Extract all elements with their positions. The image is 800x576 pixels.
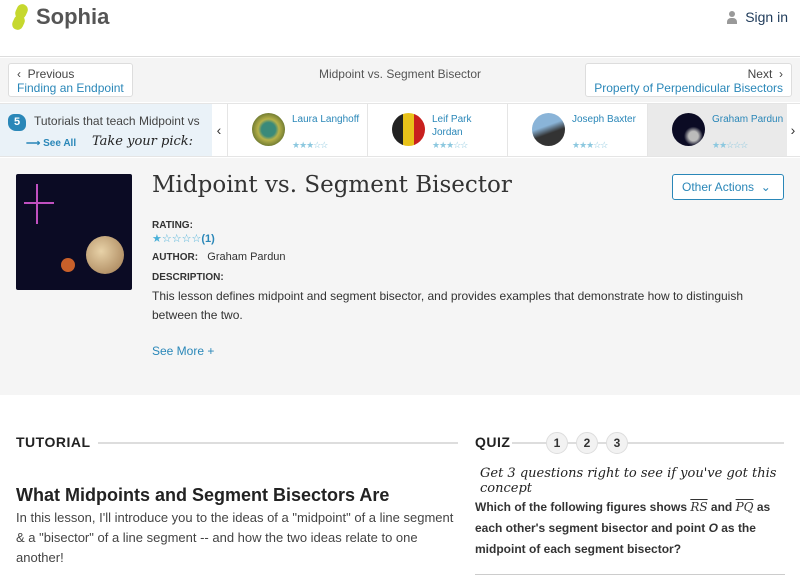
tutorial-carousel (0, 103, 800, 157)
star-rating: ★★★☆☆ (432, 140, 468, 150)
see-more-link[interactable]: See More + (152, 344, 215, 358)
author-avatar (672, 113, 705, 146)
header (0, 0, 800, 57)
author-avatar (532, 113, 565, 146)
author-name: Graham Pardun (207, 251, 286, 263)
carousel-intro-text: Tutorials that teach Midpoint vs (34, 114, 200, 128)
carousel-next-button[interactable]: › (790, 122, 796, 138)
description-label: DESCRIPTION: (152, 272, 224, 283)
lesson-summary (0, 158, 800, 395)
rating-count: (1) (201, 233, 215, 245)
sign-in-label: Sign in (745, 9, 788, 25)
segment-pq: $\overline{PQ}$ (735, 500, 754, 514)
segment-rs: $\overline{RS}$ (690, 500, 708, 514)
previous-label: Previous (27, 67, 75, 81)
logo-text: Sophia (36, 4, 110, 29)
arrow-right-icon: ⟶ (26, 138, 44, 149)
sign-in-link[interactable] (727, 9, 788, 25)
lesson-navigation (0, 58, 800, 102)
chevron-down-icon: ⌄ (754, 180, 771, 194)
user-icon (727, 11, 737, 24)
take-your-pick-text: Take your pick: (92, 134, 194, 149)
author-label: AUTHOR: (152, 252, 199, 263)
other-actions-dropdown[interactable] (672, 174, 784, 200)
chevron-left-icon: ‹ (17, 67, 28, 81)
lesson-rating[interactable] (152, 232, 215, 245)
author-avatar (252, 113, 285, 146)
author-name: Leif Park Jordan (432, 114, 472, 138)
carousel-prev-button[interactable]: ‹ (216, 122, 222, 138)
quiz-step-2[interactable]: 2 (576, 432, 598, 454)
lesson-description: This lesson defines midpoint and segment bisector, and provides examples that demonstrate how to distinguish between the two. (152, 289, 743, 322)
previous-button[interactable] (8, 63, 133, 97)
tutorial-heading: TUTORIAL (16, 434, 91, 450)
quiz-heading: QUIZ (475, 434, 511, 450)
star-rating: ★☆☆☆☆ (152, 233, 202, 245)
chevron-right-icon: › (772, 67, 783, 81)
next-title: Property of Perpendicular Bisectors (594, 81, 783, 95)
see-all-label: See All (43, 138, 77, 149)
author-avatar (392, 113, 425, 146)
next-label: Next (747, 67, 773, 81)
quiz-question: Which of the following figures shows $\overline{RS}$ and $\overline{PQ}$ as each other's segment bisector and point O as the midpoint of each segment bisector? (475, 500, 771, 556)
divider (475, 574, 785, 575)
carousel-intro (0, 104, 212, 156)
sophia-logo[interactable] (10, 4, 109, 30)
star-rating: ★★☆☆☆ (712, 140, 748, 150)
point-o: O (708, 521, 718, 535)
quiz-step-1[interactable]: 1 (546, 432, 568, 454)
tutorial-count-badge: 5 (8, 114, 26, 131)
other-actions-label: Other Actions (682, 180, 755, 194)
lesson-title: Midpoint vs. Segment Bisector (152, 172, 512, 198)
tutorial-card[interactable] (507, 104, 647, 156)
quiz-tagline: Get 3 questions right to see if you've got this concept (480, 466, 777, 496)
star-rating: ★★★☆☆ (292, 140, 328, 150)
tutorial-card-selected[interactable] (647, 104, 787, 156)
tutorial-text: In this lesson, I'll introduce you to the ideas of a "midpoint" of a line segment & a "bisector" of a line segment -- and how the two ideas relate to one another! (16, 510, 454, 565)
tutorial-title: What Midpoints and Segment Bisectors Are (16, 485, 390, 505)
see-all-link[interactable] (26, 138, 76, 149)
author-name: Laura Langhoff (292, 114, 360, 125)
tutorial-card[interactable] (227, 104, 367, 156)
rating-label: RATING: (152, 220, 193, 231)
lesson-thumbnail (16, 174, 132, 290)
quiz-step-3[interactable]: 3 (606, 432, 628, 454)
current-lesson-title: Midpoint vs. Segment Bisector (318, 67, 482, 81)
star-rating: ★★★☆☆ (572, 140, 608, 150)
next-button[interactable] (585, 63, 792, 97)
logo-icon (10, 4, 30, 30)
previous-title: Finding an Endpoint (17, 81, 124, 95)
author-name: Joseph Baxter (572, 114, 636, 125)
tutorial-card[interactable] (367, 104, 507, 156)
divider (98, 442, 458, 444)
author-name: Graham Pardun (712, 114, 784, 125)
